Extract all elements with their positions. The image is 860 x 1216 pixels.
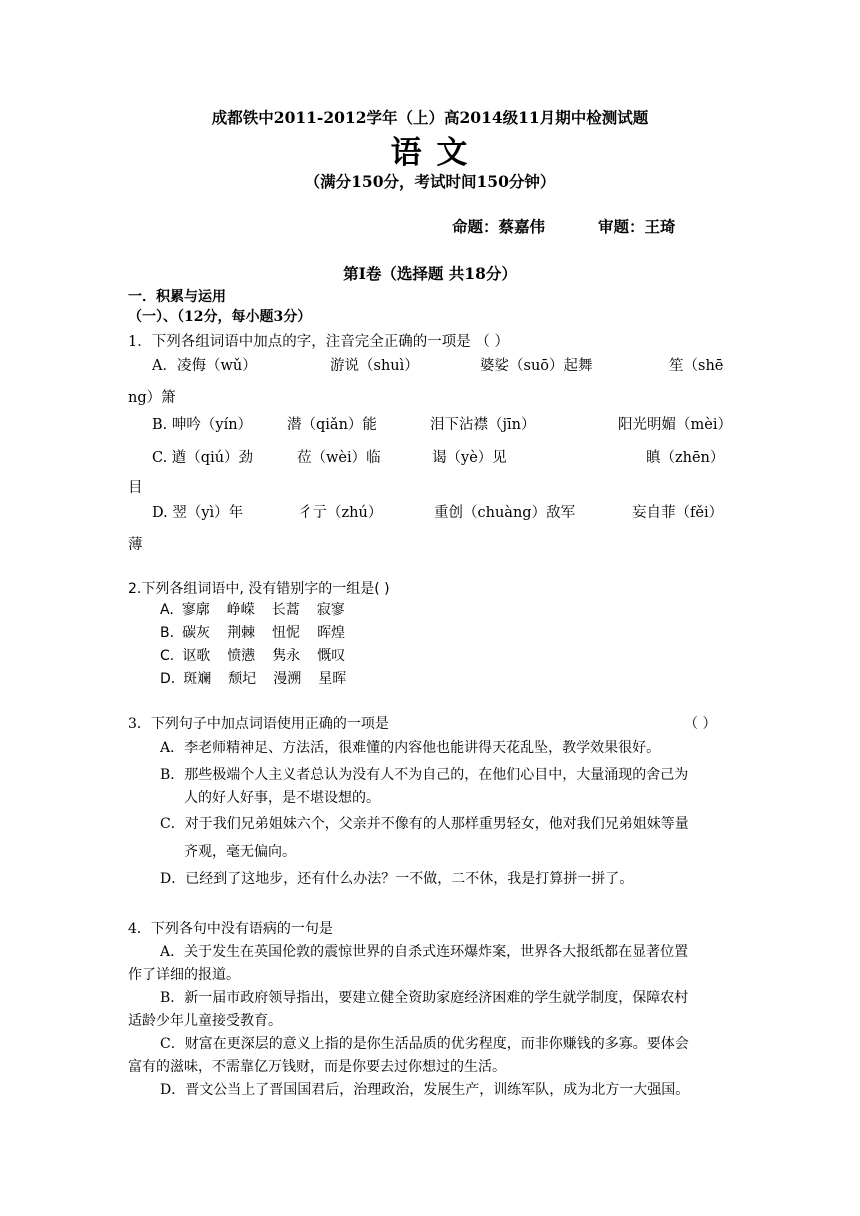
q3-option-c: C．对于我们兄弟姐妹六个，父亲并不像有的人那样重男轻女，他对我们兄弟姐妹等量 xyxy=(160,816,689,832)
q2-word: 碳灰 xyxy=(182,625,211,641)
q2-word: 峥嵘 xyxy=(226,602,255,618)
q1-option-b: B. 呻吟（yín） xyxy=(152,417,253,433)
q2-word: 斑斓 xyxy=(183,671,212,687)
q4-option-a-cont: 作了详细的报道。 xyxy=(128,967,240,983)
q2-option-label: B. xyxy=(160,625,175,641)
q1-option-a-word4: 笙（shē xyxy=(669,358,724,374)
q2-option-label: C. xyxy=(160,648,175,664)
q1-option-c-word2: 莅（wèi）临 xyxy=(297,450,381,466)
q1-option-d-word3: 重创（chuàng）敌军 xyxy=(434,505,576,521)
q4-option-c-cont: 富有的滋味，不需靠亿万钱财，而是你要去过你想过的生活。 xyxy=(128,1059,506,1075)
q1-option-d-word2: 彳亍（zhú） xyxy=(298,505,383,521)
q1-option-a: A．凌侮（wǔ） xyxy=(152,358,257,374)
q2-option-c xyxy=(160,645,362,665)
q2-stem: 2.下列各组词语中, 没有错别字的一组是( ) xyxy=(128,581,390,597)
section-heading: 第Ⅰ卷（选择题 共18分） xyxy=(343,264,517,283)
q1-option-b-word3: 泪下沾襟（jīn） xyxy=(430,417,536,433)
q1-option-a-word2: 游说（shuì） xyxy=(330,358,419,374)
author-line: 命题：蔡嘉伟 xyxy=(452,217,546,236)
q2-word: 漫溯 xyxy=(273,671,302,687)
q4-option-b-cont: 适龄少年儿童接受教育。 xyxy=(128,1013,282,1029)
subject-title: 语 文 xyxy=(390,135,470,171)
q2-word: 愤懑 xyxy=(227,648,256,664)
q4-option-c: C．财富在更深层的意义上指的是你生活品质的优劣程度，而非你赚钱的多寡。要体会 xyxy=(160,1036,689,1052)
q2-word: 长蒿 xyxy=(271,602,300,618)
q2-word: 星晖 xyxy=(318,671,347,687)
q2-option-label: A. xyxy=(160,602,174,618)
q4-stem: 4．下列各句中没有语病的一句是 xyxy=(128,921,333,937)
q2-word: 隽永 xyxy=(272,648,301,664)
q1-option-c-cont: 目 xyxy=(128,480,143,496)
q4-option-b: B．新一届市政府领导指出，要建立健全资助家庭经济困难的学生就学制度，保障农村 xyxy=(160,990,689,1006)
q3-stem: 3．下列句子中加点词语使用正确的一项是 xyxy=(128,716,389,732)
q2-option-label: D. xyxy=(160,671,176,687)
part-heading: 一．积累与运用 xyxy=(128,289,226,305)
q1-option-c: C. 遒（qiú）劲 xyxy=(152,450,254,466)
q2-word: 颓圮 xyxy=(228,671,257,687)
exam-title: 成都铁中2011-2012学年（上）高2014级11月期中检测试题 xyxy=(211,108,649,127)
q3-option-d: D．已经到了这地步，还有什么办法？一不做，二不休，我是打算拼一拼了。 xyxy=(160,871,634,887)
q1-option-b-word2: 潜（qiǎn）能 xyxy=(287,417,377,433)
q2-word: 寥廓 xyxy=(181,602,210,618)
q1-option-c-word3: 谒（yè）见 xyxy=(432,450,507,466)
q2-word: 慨叹 xyxy=(317,648,346,664)
q3-option-c-cont: 齐观，毫无偏向。 xyxy=(184,844,296,860)
q1-stem: 1．下列各组词语中加点的字，注音完全正确的一项是 （ ） xyxy=(128,334,509,350)
q1-option-a-cont: ng）箫 xyxy=(128,390,176,406)
q3-option-b: B．那些极端个人主义者总认为没有人不为自己的，在他们心目中，大量涌现的舍己为 xyxy=(160,767,689,783)
subpart-heading: （一）、（12分，每小题3分） xyxy=(128,309,312,325)
q1-option-d: D. 翌（yì）年 xyxy=(152,505,244,521)
q2-option-d xyxy=(160,668,363,688)
q2-word: 讴歌 xyxy=(182,648,211,664)
q1-option-a-word3: 婆娑（suō）起舞 xyxy=(480,358,593,374)
exam-subtitle: （满分150分，考试时间150分钟） xyxy=(304,172,556,191)
q1-option-c-word4: 瞋（zhēn） xyxy=(646,450,725,466)
q2-word: 荆棘 xyxy=(227,625,256,641)
q1-option-d-cont: 薄 xyxy=(128,537,143,553)
q3-answer-bracket: （ ） xyxy=(684,716,717,732)
q2-word: 忸怩 xyxy=(272,625,301,641)
reviewer-line: 审题：王琦 xyxy=(598,217,676,236)
q1-option-b-word4: 阳光明媚（mèi） xyxy=(618,417,732,433)
q2-option-a xyxy=(160,599,362,619)
q4-option-d: D．晋文公当上了晋国国君后，治理政治，发展生产，训练军队，成为北方一大强国。 xyxy=(160,1082,690,1098)
q2-word: 寂寥 xyxy=(316,602,345,618)
q2-word: 晖煌 xyxy=(317,625,346,641)
q1-option-d-word4: 妄自菲（fěi） xyxy=(632,505,724,521)
q3-option-b-cont: 人的好人好事，是不堪设想的。 xyxy=(184,790,380,806)
q4-option-a: A．关于发生在英国伦敦的震惊世界的自杀式连环爆炸案，世界各大报纸都在显著位置 xyxy=(160,944,689,960)
q2-option-b xyxy=(160,622,362,642)
q3-option-a: A．李老师精神足、方法活，很难懂的内容他也能讲得天花乱坠，教学效果很好。 xyxy=(160,740,661,756)
